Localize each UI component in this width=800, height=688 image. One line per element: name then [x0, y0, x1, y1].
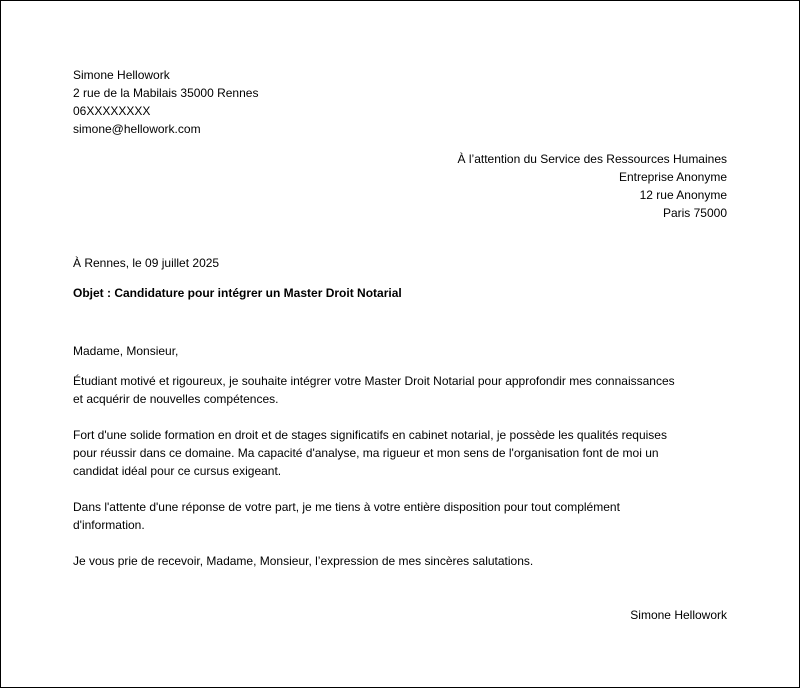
paragraph-line: candidat idéal pour ce cursus exigeant. — [73, 464, 282, 478]
sender-phone: 06XXXXXXXX — [73, 104, 151, 118]
paragraph-line: pour réussir dans ce domaine. Ma capacité d'analyse, ma rigueur et mon sens de l'organisation font de moi un — [73, 446, 659, 460]
paragraph-line: et acquérir de nouvelles compétences. — [73, 392, 279, 406]
recipient-city: Paris 75000 — [662, 206, 727, 220]
paragraph-line: Fort d'une solide formation en droit et de stages significatifs en cabinet notarial, je possède les qualités requises — [73, 428, 667, 442]
paragraph-motivation — [73, 372, 733, 408]
paragraph-availability — [73, 498, 733, 534]
letter-date: À Rennes, le 09 juillet 2025 — [73, 256, 220, 270]
sender-address: 2 rue de la Mabilais 35000 Rennes — [73, 86, 259, 100]
recipient-attention: À l’attention du Service des Ressources Humaines — [457, 152, 727, 166]
sender-name: Simone Hellowork — [73, 68, 170, 82]
paragraph-line: Étudiant motivé et rigoureux, je souhaite intégrer votre Master Droit Notarial pour approfondir mes connaissances — [73, 374, 675, 388]
paragraph-line: d'information. — [73, 518, 145, 532]
sender-email: simone@hellowork.com — [73, 122, 201, 136]
recipient-block — [458, 150, 727, 222]
letter-salutation: Madame, Monsieur, — [73, 344, 179, 358]
letter-signature: Simone Hellowork — [630, 608, 727, 622]
paragraph-qualifications — [73, 426, 733, 480]
recipient-company: Entreprise Anonyme — [618, 170, 727, 184]
letter-closing: Je vous prie de recevoir, Madame, Monsieur, l’expression de mes sincères salutations. — [73, 554, 534, 568]
letter-subject: Objet : Candidature pour intégrer un Master Droit Notarial — [73, 286, 402, 300]
sender-block — [73, 66, 258, 138]
recipient-street: 12 rue Anonyme — [639, 188, 727, 202]
paragraph-line: Dans l'attente d'une réponse de votre part, je me tiens à votre entière disposition pour tout complément — [73, 500, 620, 514]
